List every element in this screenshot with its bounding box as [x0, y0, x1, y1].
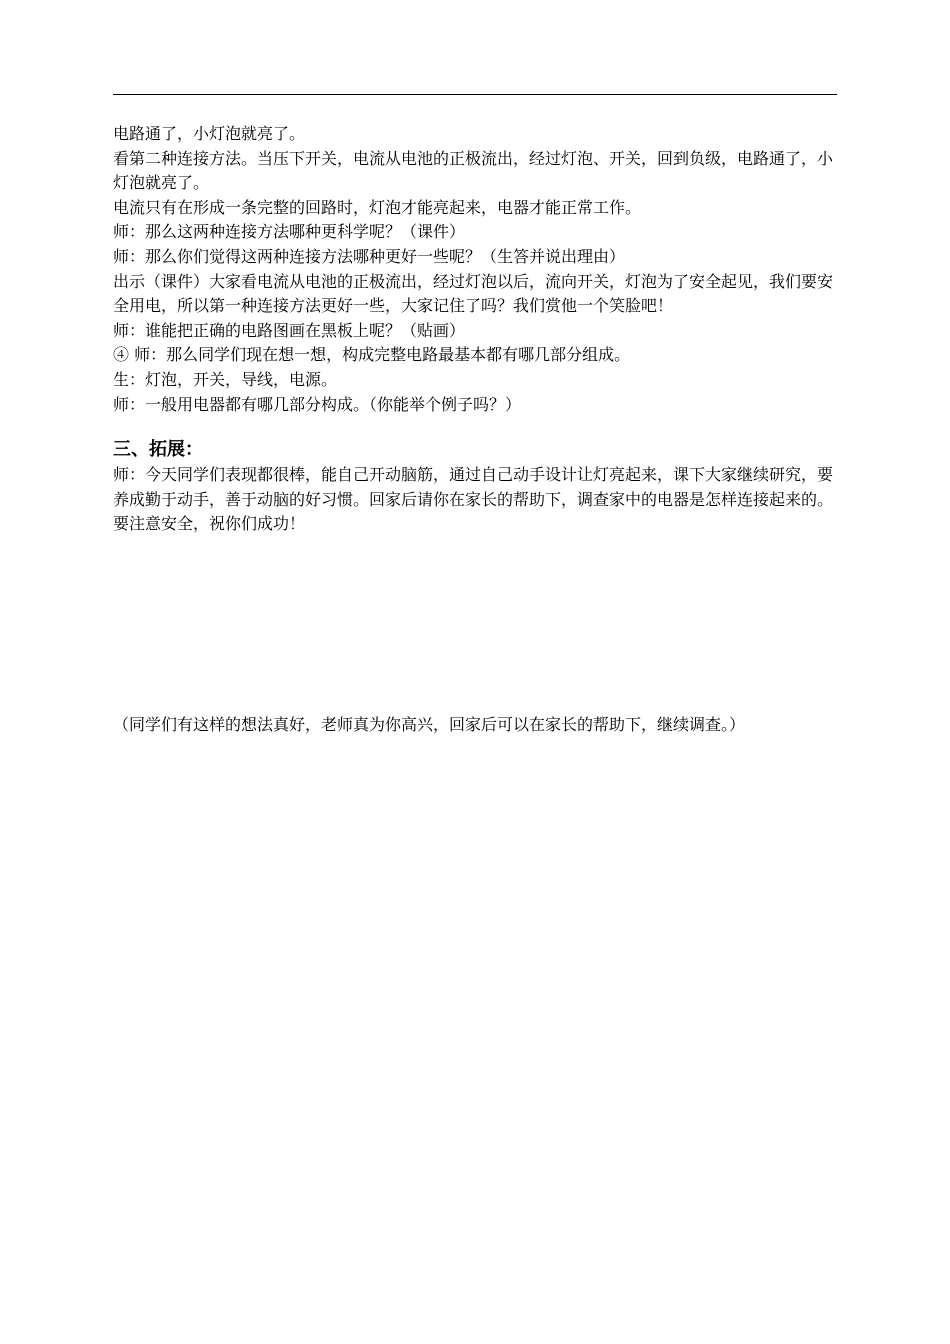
- paragraph: 师：那么你们觉得这两种连接方法哪种更好一些呢？（生答并说出理由）: [113, 246, 626, 266]
- paragraph: 电流只有在形成一条完整的回路时，灯泡才能亮起来，电器才能正常工作。: [113, 197, 642, 217]
- paragraph: 师：一般用电器都有哪几部分构成。（你能举个例子吗？）: [113, 394, 522, 414]
- header-rule: [113, 94, 837, 95]
- closing-note: （同学们有这样的想法真好，老师真为你高兴，回家后可以在家长的帮助下，继续调查。）: [113, 715, 746, 734]
- document-body: [113, 122, 837, 537]
- section-heading: 三、拓展：: [113, 439, 203, 461]
- paragraph: 师：那么这两种连接方法哪种更科学呢？（课件）: [113, 222, 466, 242]
- paragraph: 看第二种连接方法。当压下开关，电流从电池的正极流出，经过灯泡、开关，回到负级，电路通了，小灯泡就亮了。: [113, 148, 834, 193]
- paragraph: ④ 师：那么同学们现在想一想，构成完整电路最基本都有哪几部分组成。: [113, 345, 631, 365]
- section-body: 师：今天同学们表现都很棒，能自己开动脑筋，通过自己动手设计让灯亮起来，课下大家继续研究，要养成勤于动手，善于动脑的好习惯。回家后请你在家长的帮助下，调查家中的电器是怎样连接起来的。要注意安全，祝你们成功！: [113, 465, 834, 534]
- paragraph: 师：谁能把正确的电路图画在黑板上呢？（贴画）: [113, 320, 466, 340]
- paragraph: 生：灯泡，开关，导线，电源。: [113, 369, 338, 389]
- paragraph: 出示（课件）大家看电流从电池的正极流出，经过灯泡以后，流向开关，灯泡为了安全起见，我们要安全用电，所以第一种连接方法更好一些，大家记住了吗？我们赏他一个笑脸吧！: [113, 271, 834, 316]
- paragraph: 电路通了，小灯泡就亮了。: [113, 124, 306, 143]
